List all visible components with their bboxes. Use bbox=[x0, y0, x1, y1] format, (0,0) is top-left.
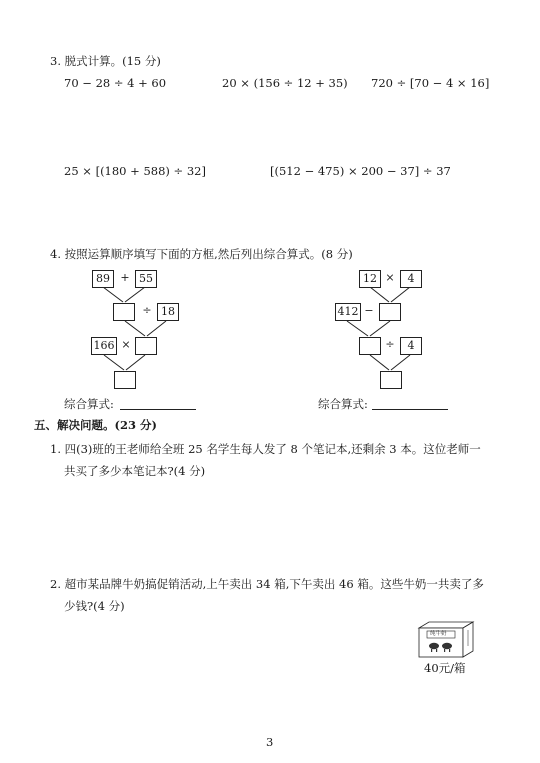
q3-title: 3. 脱式计算。(15 分) bbox=[50, 54, 161, 68]
left-times-sign: × bbox=[121, 338, 131, 351]
problem2-line2: 少钱?(4 分) bbox=[64, 599, 125, 613]
right-box-4-top: 4 bbox=[400, 270, 422, 288]
right-combined-answer-line[interactable] bbox=[372, 409, 448, 410]
q4-title: 4. 按照运算顺序填写下面的方框,然后列出综合算式。(8 分) bbox=[50, 247, 353, 261]
right-divide-sign: ÷ bbox=[385, 338, 395, 351]
q3-expr-2: 20 × (156 ÷ 12 + 35) bbox=[222, 76, 348, 90]
left-answer-box-1[interactable] bbox=[113, 303, 135, 321]
right-answer-box-3[interactable] bbox=[380, 371, 402, 389]
problem2-line1: 2. 超市某品牌牛奶搞促销活动,上午卖出 34 箱,下午卖出 46 箱。这些牛奶一共卖了多 bbox=[50, 577, 484, 591]
left-box-89: 89 bbox=[92, 270, 114, 288]
left-box-18: 18 bbox=[157, 303, 179, 321]
right-times-sign: × bbox=[385, 271, 395, 284]
right-answer-box-1[interactable] bbox=[379, 303, 401, 321]
left-combined-label: 综合算式: bbox=[64, 397, 114, 411]
right-minus-sign: − bbox=[364, 304, 374, 317]
right-box-412: 412 bbox=[335, 303, 361, 321]
problem1-line2: 共买了多少本笔记本?(4 分) bbox=[64, 464, 206, 478]
price-label: 40元/箱 bbox=[424, 661, 466, 675]
milk-box-icon bbox=[417, 620, 475, 658]
left-plus-sign: + bbox=[120, 271, 130, 284]
q3-expr-3: 720 ÷ [70 − 4 × 16] bbox=[371, 76, 490, 90]
left-divide-sign: ÷ bbox=[142, 304, 152, 317]
q3-expr-5: [(512 − 475) × 200 − 37] ÷ 37 bbox=[270, 164, 451, 178]
left-answer-box-3[interactable] bbox=[114, 371, 136, 389]
q3-expr-1: 70 − 28 ÷ 4 + 60 bbox=[64, 76, 167, 90]
milk-box-label: 纯牛奶 bbox=[430, 631, 447, 637]
left-box-166: 166 bbox=[91, 337, 117, 355]
left-answer-box-2[interactable] bbox=[135, 337, 157, 355]
section5-title: 五、解决问题。(23 分) bbox=[34, 418, 157, 432]
left-box-55: 55 bbox=[135, 270, 157, 288]
page-number: 3 bbox=[266, 735, 274, 749]
right-combined-label: 综合算式: bbox=[318, 397, 368, 411]
right-box-12: 12 bbox=[359, 270, 381, 288]
problem1-line1: 1. 四(3)班的王老师给全班 25 名学生每人发了 8 个笔记本,还剩余 3 本。这位老师一 bbox=[50, 442, 481, 456]
q3-expr-4: 25 × [(180 + 588) ÷ 32] bbox=[64, 164, 206, 178]
left-combined-answer-line[interactable] bbox=[120, 409, 196, 410]
right-box-4-bottom: 4 bbox=[400, 337, 422, 355]
right-answer-box-2[interactable] bbox=[359, 337, 381, 355]
